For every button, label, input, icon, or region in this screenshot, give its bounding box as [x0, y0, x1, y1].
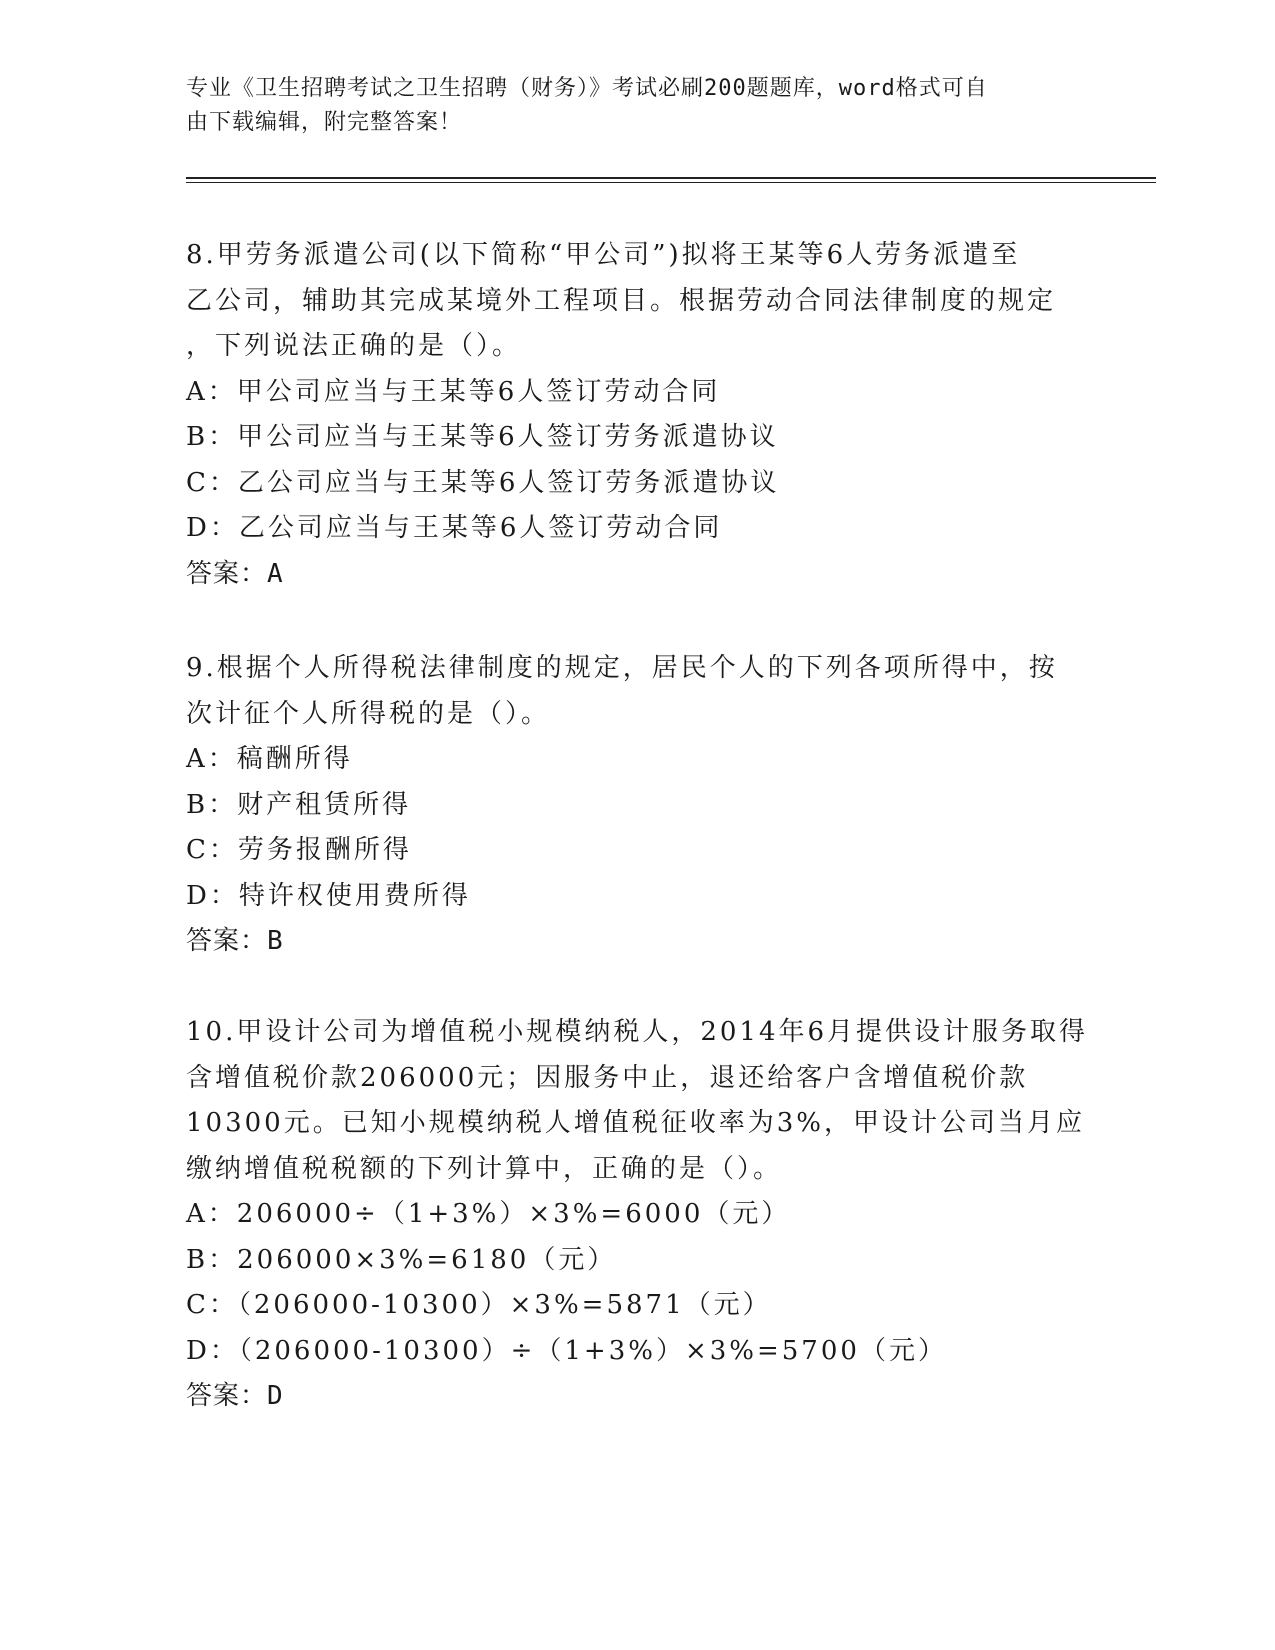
option-d: D：特许权使用费所得: [186, 880, 471, 911]
option-a: A：206000÷（1+3%）×3%=6000（元）: [186, 1199, 791, 1229]
option-c: C：乙公司应当与王某等6人签订劳务派遣协议: [186, 467, 780, 498]
question-stem-line: 10.甲设计公司为增值税小规模纳税人，2014年6月提供设计服务取得: [186, 1017, 1089, 1047]
question-stem-line: 10300元。已知小规模纳税人增值税征收率为3%，甲设计公司当月应: [186, 1108, 1085, 1138]
answer: 答案：D: [186, 1381, 284, 1411]
option-c: C：劳务报酬所得: [186, 835, 412, 865]
question-stem-line: 含增值税价款206000元；因服务中止，退还给客户含增值税价款: [186, 1062, 1029, 1093]
option-c: C：（206000-10300）×3%=5871（元）: [186, 1290, 772, 1320]
question-stem-line: 缴纳增值税税额的下列计算中，正确的是（）。: [186, 1153, 783, 1184]
option-d: D：（206000-10300）÷（1+3%）×3%=5700（元）: [186, 1335, 947, 1366]
option-a: A：稿酬所得: [186, 744, 353, 774]
question-8: [186, 233, 1086, 597]
answer: 答案：A: [186, 558, 284, 589]
option-d: D：乙公司应当与王某等6人签订劳动合同: [186, 513, 723, 543]
question-stem-line: 乙公司，辅助其完成某境外工程项目。根据劳动合同法律制度的规定: [186, 285, 1057, 316]
question-stem-line: 8.甲劳务派遣公司(以下简称“甲公司”)拟将王某等6人劳务派遣至: [186, 240, 1021, 270]
document-header: 专业《卫生招聘考试之卫生招聘（财务）》考试必刷200题题库，word格式可自 由下载编辑，附完整答案！: [186, 76, 988, 135]
option-a: A：甲公司应当与王某等6人签订劳动合同: [186, 376, 721, 407]
option-b: B：206000×3%=6180（元）: [186, 1244, 617, 1275]
header-divider-thick: [186, 177, 1156, 179]
question-stem-line: 次计征个人所得税的是（）。: [186, 698, 551, 729]
option-b: B：财产租赁所得: [186, 789, 412, 820]
question-10: [186, 1010, 1089, 1420]
option-b: B：甲公司应当与王某等6人签订劳务派遣协议: [186, 422, 779, 452]
question-stem-line: 9.根据个人所得税法律制度的规定，居民个人的下列各项所得中，按: [186, 653, 1058, 683]
answer: 答案：B: [186, 926, 284, 956]
header-divider-thin: [186, 182, 1156, 183]
question-9: [186, 646, 1086, 965]
question-stem-line: ，下列说法正确的是（）。: [186, 331, 522, 361]
